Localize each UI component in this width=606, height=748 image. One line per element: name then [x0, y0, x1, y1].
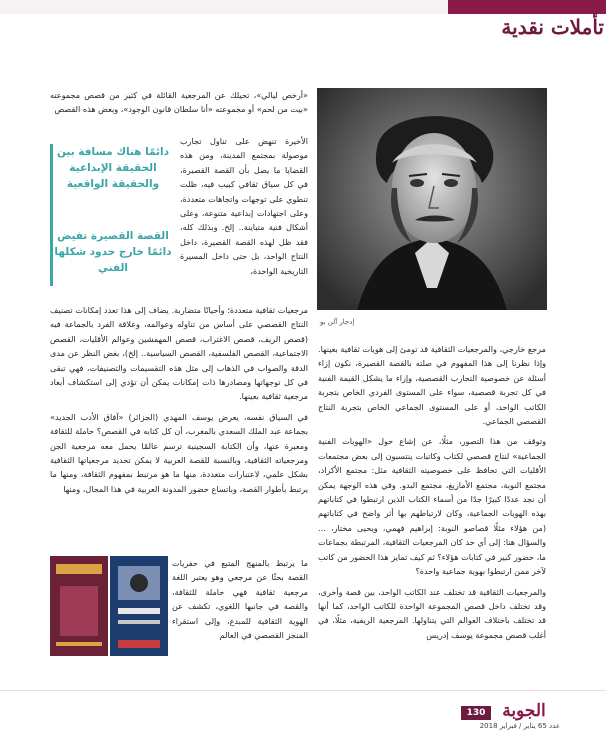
- right-column-text: [318, 342, 546, 642]
- left-column-bottom-text: ما يرتبط بالمنهج المتبع في حفريات القصة بحثًا عن مرجعي وهو يعتبر اللغة مرجعية ثقافية فهي حاملة للثقافة، والقصة في جانبها اللغوي، تكشف عن الهوية الثقافية للمبدع، وإلى استقراء المنجز القصصي في العالم: [172, 558, 308, 641]
- page-number: 130: [461, 706, 491, 720]
- portrait-svg: [317, 88, 547, 310]
- section-tab: [448, 0, 606, 14]
- pull-quote-2: القصة القصيرة تفيض دائمًا خارج حدود شكلها الفني: [54, 230, 172, 274]
- paragraph: مرجع خارجي، والمرجعيات الثقافية قد تومئ إلى هويات ثقافية بعينها. وإذا نظرنا إلى هذا المفهوم في صلته بالقصة القصيرة، نكون إزاء أسئلة عن خصوصية التجارب القصصية، وإزاء ما يشكل القيمة الفنية في كل تجربة قصصية، سواء على المستوى الفردي الخاص بتجربة الكاتب الواحد، أو على المستوى الجماعي الخاص بتجربة النتاج القصصي الجماعي.: [318, 344, 546, 427]
- issue-info: عدد 65 يناير / فبراير 2018: [479, 722, 560, 730]
- left-column-top-text: «أرخص ليالي»، تحيلك عن المرجعية القائلة في كثير من قصص مجموعته «بيت من لحم» أو مجموعته «أنا سلطان قانون الوجود»، وبعض هذه القصص: [50, 90, 308, 115]
- left-column-mid-text: الأخيرة تنهض على تناول تجارب موصولة بمجتمع المدينة، ومن هذه القضايا ما يصل بأن القصة القصيرة، في كل سياق ثقافي كبيب فيه، ظلت تنطوي على توجهات واتجاهات متعددة، وعلى اجتهادات إبداعية متنوعة، وعلى أشكال فنية متباينة.. إلخ. وبذلك كله، فقد ظل لهذه القصة القصيرة، داخل النتاج الواحد، بل حتى داخل المسيرة التاريخية الواحدة،: [180, 136, 308, 276]
- pull-quote-rule: [50, 144, 53, 286]
- photo-caption: إدجار آلن بو: [320, 318, 355, 326]
- paragraph: مرجعيات ثقافية متعددة؛ وأحيانًا متضاربة. يضاف إلى هذا تعدد إمكانات تصنيف النتاج القصصي على أساس من تناوله وعوالمه، وعلاقة الفرد بالجماعة فيه (قصص الريف، قصص الاغتراب، قصص المهمشين وعوالم الأقليات، القصص الاجتماعية، القصص الفلسفية، القصص السياسية.. إلخ)، بغض النظر عن مدى الدقة والصواب في الذهاب إلى مثل هذه التقسيمات والتصنيفات، فهي تبقى في كل توجهاتها ومصادرها ذات إمكانات يمكن أن تؤدي إلى استكشاف أبعاد مرجعية ثقافية بعينها.: [50, 305, 308, 402]
- left-column-full-text: [50, 303, 308, 496]
- section-title: تأملات نقدية: [501, 15, 604, 39]
- book-cover-1-art: [50, 556, 108, 656]
- paragraph: وتوقف من هذا التصور، مثلًا، عن إشاع حول «الهويات الفنية الجماعية» لنتاج قصصي لكتاب وكاتبات ينتسبون إلى بعض مجتمعات الأقليات التي تحافظ على خصوصيته الثقافية مثل: مجتمع الأكراد، مجتمع النوبة، مجتمع الأمازيغ، مجتمع البدو. وفي هذه الوجهة يمكن أن نجد عددًا كبيرًا جدًا من أسماء الكتاب الذين ارتبطوا في كتاباتهم بهذه الهويات الجماعية، وكان لارتباطهم بها أثر واضح في كتاباتهم (من هؤلاء مثلًا قصاصو النوبة: إبراهيم فهمي، ويحيى مختار، ... والسؤال هنا: إلى أي حد كان المرجعيات الثقافية، المرتبطة بجماعات ما، حضور كبير في كتابات هؤلاء؟ ثم كيف تمايز هذا الحضور من كاتب لآخر ممن ارتبطوا بهوية جماعية واحدة؟: [318, 436, 546, 577]
- book-cover-2-art: [110, 556, 168, 656]
- paragraph: في السياق نفسه، يعرض يوسف المهدي (الجزائر) «آفاق الأدب الجديد» بجماعة عبد الملك السعدي بالمغرب، أن كل كتابه في القصص؟ حاملة للثقافة ومعبرة عنها، وأن الكتابة السجينية ترسم عالمًا يحمل معه مرجعية الجن ومرجعياته الثقافية، وبالنسبة للقصة العربية لا يمكن تحديد مرجعياتها الثقافية بشكل علمي، لاعتبارات متعددة، منها ما هو مرتبط بمفهوم الثقافة، ومنها ما يرتبط بأطوار القصة، وباتساع حضور المدونة العربية في هذا المجال، ومنها: [50, 411, 308, 494]
- pull-quote-1: دائمًا هناك مسافة بين الحقيقة الإبداعية والحقيقة الواقعية: [56, 146, 170, 190]
- magazine-logo: الجوبة: [502, 701, 546, 721]
- footer-rule: [0, 690, 606, 691]
- book-cover-1: [50, 556, 108, 656]
- paragraph: والمرجعيات الثقافية قد تختلف عند الكاتب الواحد، بين قصة وأخرى، وقد تختلف داخل قصص المجموعة الواحدة للكاتب الواحد، كما أنها قد تختلف باختلاف العوالم التي يتناولها. المرجعية الريفية، مثلًا، في أغلب قصص مجموعة يوسف إدريس: [318, 586, 546, 640]
- book-cover-2: [110, 556, 168, 656]
- portrait-photo: [317, 88, 547, 310]
